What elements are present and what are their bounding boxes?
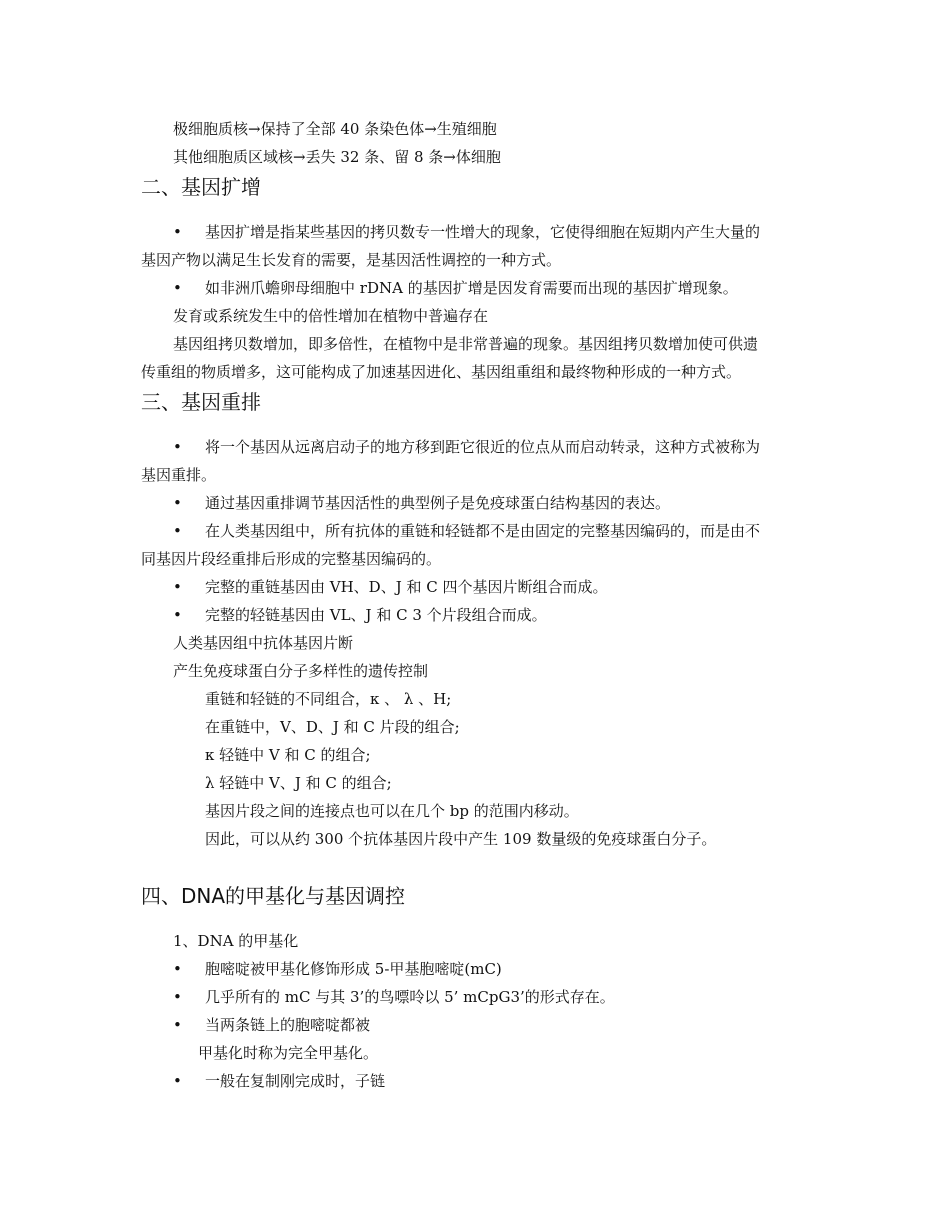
text-line: 其他细胞质区域核→丢失 32 条、留 8 条→体细胞 — [173, 148, 501, 166]
text-line: 基因重排。 — [141, 466, 217, 484]
bullet: • — [173, 578, 182, 596]
text-line: 一般在复制刚完成时，子链 — [205, 1072, 386, 1090]
text-line: 传重组的物质增多，这可能构成了加速基因进化、基因组重组和最终物种形成的一种方式。 — [141, 363, 742, 381]
section-heading: 二、基因扩增 — [141, 175, 261, 199]
text-line: 完整的重链基因由 VH、D、J 和 C 四个基因片断组合而成。 — [205, 578, 608, 596]
text-line: 如非洲爪蟾卵母细胞中 rDNA 的基因扩增是因发育需要而出现的基因扩增现象。 — [205, 279, 738, 297]
text-line: 基因产物以满足生长发育的需要，是基因活性调控的一种方式。 — [141, 251, 562, 269]
text-line: 发育或系统发生中的倍性增加在植物中普遍存在 — [173, 307, 489, 325]
text-line: 将一个基因从远离启动子的地方移到距它很近的位点从而启动转录，这种方式被称为 — [205, 438, 761, 456]
text-line: 当两条链上的胞嘧啶都被 — [205, 1016, 371, 1034]
text-line: 产生免疫球蛋白分子多样性的遗传控制 — [173, 662, 429, 680]
text-line: 在重链中，V、D、J 和 C 片段的组合; — [205, 718, 460, 736]
text-line: 基因组拷贝数增加，即多倍性，在植物中是非常普遍的现象。基因组拷贝数增加使可供遗 — [173, 335, 759, 353]
bullet: • — [173, 438, 182, 456]
bullet: • — [173, 223, 182, 241]
bullet: • — [173, 1016, 182, 1034]
text-line: κ 轻链中 V 和 C 的组合; — [205, 746, 371, 764]
text-line: 甲基化时称为完全甲基化。 — [198, 1044, 379, 1062]
bullet: • — [173, 960, 182, 978]
bullet: • — [173, 988, 182, 1006]
text-line: 同基因片段经重排后形成的完整基因编码的。 — [141, 550, 442, 568]
section-heading: 三、基因重排 — [141, 390, 261, 414]
bullet: • — [173, 494, 182, 512]
bullet: • — [173, 522, 182, 540]
text-line: 通过基因重排调节基因活性的典型例子是免疫球蛋白结构基因的表达。 — [205, 494, 671, 512]
text-line: 重链和轻链的不同组合，κ 、 λ 、H; — [205, 690, 452, 708]
text-line: 在人类基因组中，所有抗体的重链和轻链都不是由固定的完整基因编码的，而是由不 — [205, 522, 761, 540]
bullet: • — [173, 1072, 182, 1090]
bullet: • — [173, 279, 182, 297]
text-line: 人类基因组中抗体基因片断 — [173, 634, 354, 652]
bullet: • — [173, 606, 182, 624]
text-line: 极细胞质核→保持了全部 40 条染色体→生殖细胞 — [173, 120, 497, 138]
section-heading: 四、DNA的甲基化与基因调控 — [141, 884, 406, 908]
text-line: 胞嘧啶被甲基化修饰形成 5-甲基胞嘧啶(mC) — [205, 960, 502, 978]
text-line: 因此，可以从约 300 个抗体基因片段中产生 109 数量级的免疫球蛋白分子。 — [205, 830, 717, 848]
text-line: 完整的轻链基因由 VL、J 和 C 3 个片段组合而成。 — [205, 606, 547, 624]
text-line: 1、DNA 的甲基化 — [173, 932, 299, 950]
text-line: λ 轻链中 V、J 和 C 的组合; — [205, 774, 392, 792]
text-line: 几乎所有的 mC 与其 3’的鸟嘌呤以 5’ mCpG3’的形式存在。 — [205, 988, 615, 1006]
text-line: 基因扩增是指某些基因的拷贝数专一性增大的现象，它使得细胞在短期内产生大量的 — [205, 223, 761, 241]
text-line: 基因片段之间的连接点也可以在几个 bp 的范围内移动。 — [205, 802, 579, 820]
